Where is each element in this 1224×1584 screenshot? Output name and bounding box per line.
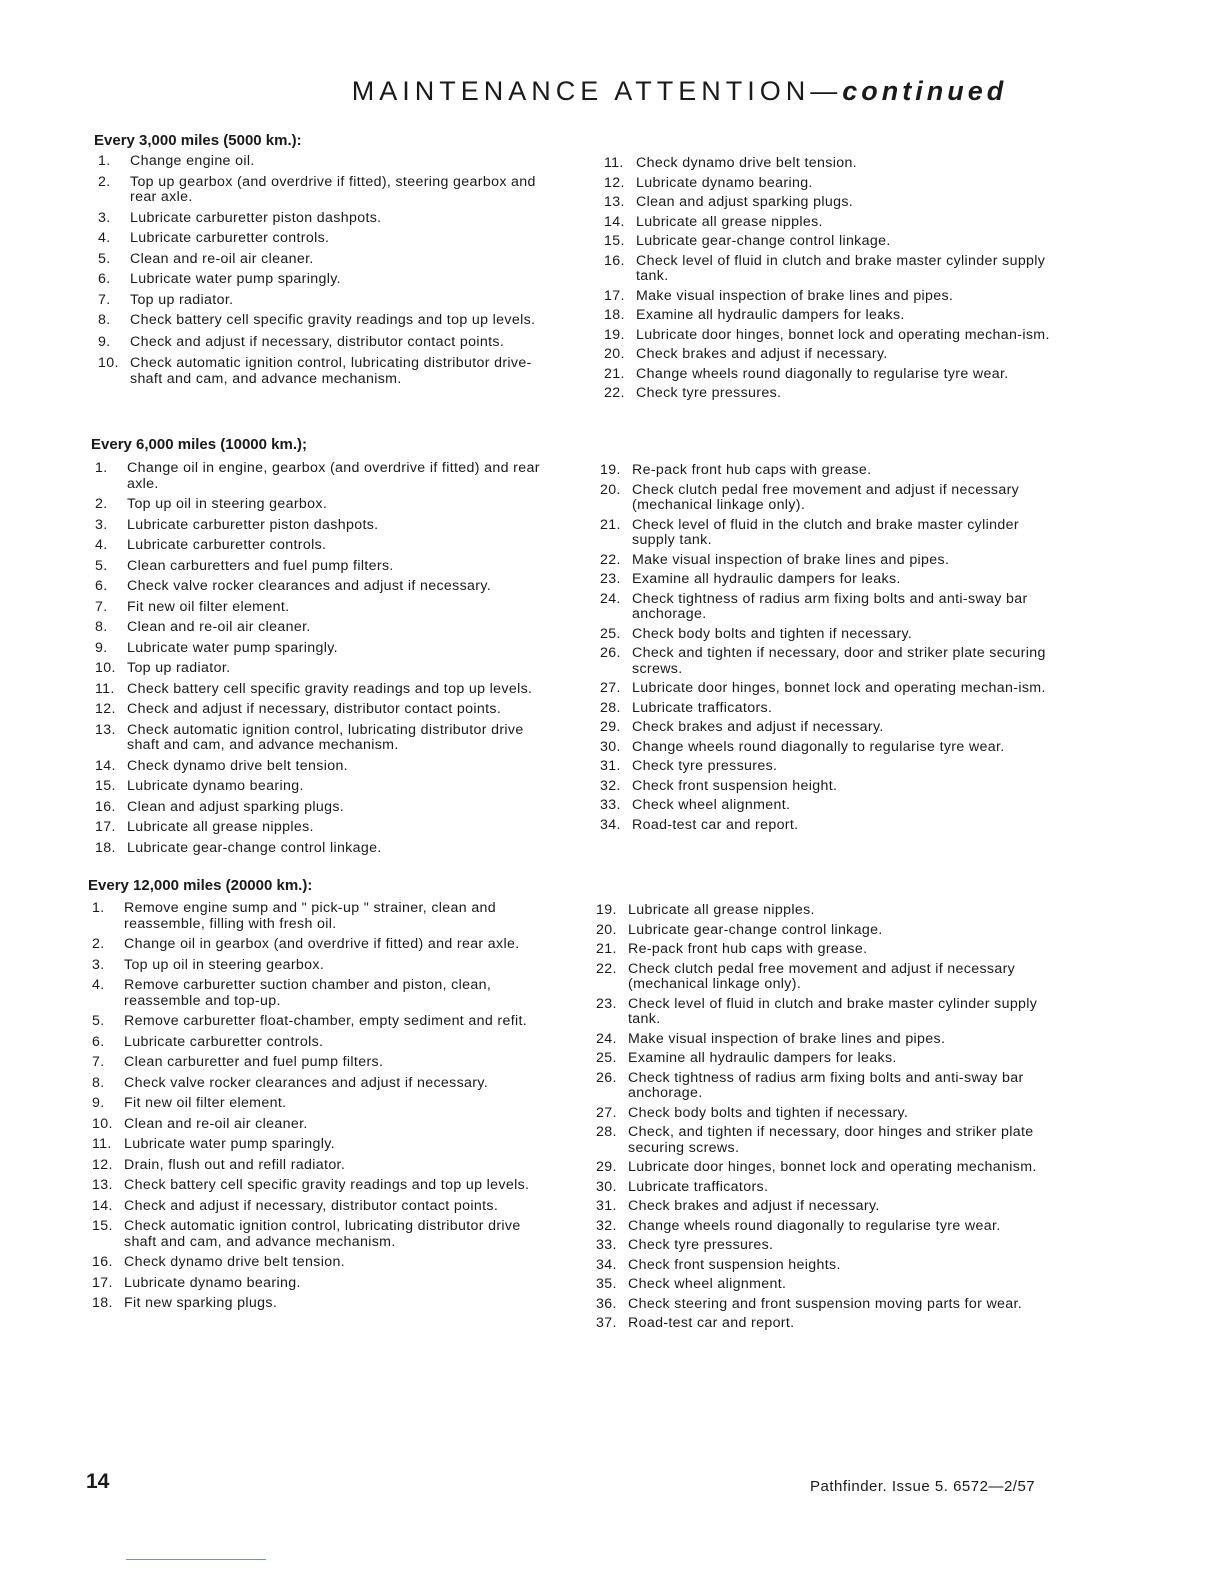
item-number: 5. [95, 557, 108, 574]
list-item [95, 800, 553, 816]
list-item [596, 1219, 1060, 1235]
list-item [95, 497, 553, 513]
item-text: Lubricate carburetter piston dashpots. [127, 516, 379, 533]
item-text: Lubricate water pump sparingly. [130, 271, 341, 287]
list-item [95, 579, 553, 595]
list-item [596, 1238, 1060, 1254]
item-number: 1. [95, 460, 108, 476]
item-number: 19. [600, 462, 621, 478]
item-number: 8. [95, 619, 108, 635]
item-number: 18. [92, 1295, 113, 1311]
list-item [596, 1199, 1060, 1215]
item-number: 27. [600, 680, 621, 696]
item-text: Remove engine sump and " pick-up " strainer, clean and reassemble, filling with fresh oil. [124, 900, 497, 932]
item-number: 4. [98, 230, 111, 246]
item-number: 17. [604, 287, 625, 304]
list-item [600, 518, 1062, 549]
item-number: 28. [600, 699, 621, 716]
item-number: 32. [600, 777, 621, 794]
item-text: Examine all hydraulic dampers for leaks. [628, 1050, 897, 1066]
item-text: Check dynamo drive belt tension. [127, 757, 348, 774]
item-number: 9. [95, 639, 108, 656]
list-item [95, 641, 553, 657]
item-number: 16. [604, 252, 625, 269]
list-item [596, 923, 1060, 939]
list-item [92, 1158, 550, 1174]
item-number: 7. [95, 598, 108, 615]
item-number: 7. [98, 291, 111, 308]
item-text: Check clutch pedal free movement and adjust if necessary (mechanical linkage only). [632, 481, 1020, 513]
list-item [604, 328, 1064, 344]
left-column [92, 901, 550, 1312]
item-number: 21. [596, 941, 617, 957]
list-item [92, 1076, 550, 1092]
list-item [92, 1035, 550, 1051]
item-number: 14. [604, 213, 625, 230]
item-number: 5. [92, 1013, 105, 1029]
item-number: 36. [596, 1295, 617, 1312]
list-item [604, 386, 1064, 402]
item-number: 2. [92, 936, 105, 952]
item-number: 8. [92, 1074, 105, 1091]
item-number: 9. [92, 1095, 105, 1111]
list-item [596, 1277, 1060, 1293]
item-number: 22. [596, 960, 617, 977]
list-item [604, 289, 1064, 305]
item-text: Check front suspension height. [632, 777, 838, 794]
item-text: Top up radiator. [127, 660, 231, 676]
item-text: Check wheel alignment. [628, 1276, 787, 1292]
item-text: Top up radiator. [130, 291, 234, 308]
list-item [604, 234, 1064, 250]
item-text: Top up oil in steering gearbox. [127, 496, 328, 512]
list-item [596, 1071, 1060, 1102]
list-item [92, 901, 550, 932]
list-item [92, 1296, 550, 1312]
item-text: Lubricate gear-change control linkage. [628, 921, 883, 938]
item-text: Check brakes and adjust if necessary. [632, 719, 884, 735]
list-item [92, 978, 550, 1009]
item-text: Examine all hydraulic dampers for leaks. [632, 571, 901, 587]
item-number: 3. [98, 209, 111, 226]
item-text: Lubricate carburetter controls. [127, 537, 327, 553]
list-item [92, 1199, 550, 1215]
item-text: Fit new oil filter element. [124, 1095, 287, 1111]
item-number: 1. [92, 900, 105, 916]
list-item [95, 518, 553, 534]
item-number: 20. [600, 481, 621, 498]
item-text: Top up gearbox (and overdrive if fitted), steering gearbox and rear axle. [130, 173, 536, 205]
item-text: Check automatic ignition control, lubricating distributor drive-shaft and cam, and advance mechanism. [130, 355, 532, 387]
footer-reference: Pathfinder. Issue 5. 6572—2/57 [810, 1478, 1036, 1495]
list-item [600, 740, 1062, 756]
list-item [604, 195, 1064, 211]
item-number: 24. [600, 590, 621, 607]
item-number: 23. [596, 995, 617, 1012]
item-text: Check tightness of radius arm fixing bolts and anti-sway bar anchorage. [628, 1069, 1024, 1101]
item-text: Lubricate door hinges, bonnet lock and operating mechan-ism. [632, 680, 1046, 696]
list-item [98, 356, 556, 387]
item-text: Check body bolts and tighten if necessary. [632, 625, 913, 642]
item-text: Change wheels round diagonally to regularise tyre wear. [636, 365, 1009, 382]
item-text: Check and adjust if necessary, distributor contact points. [127, 701, 502, 717]
list-item [600, 720, 1062, 736]
item-number: 12. [604, 174, 625, 191]
list-item [604, 215, 1064, 231]
item-number: 12. [92, 1156, 113, 1173]
item-number: 10. [92, 1115, 113, 1132]
item-text: Lubricate door hinges, bonnet lock and operating mechan-ism. [636, 326, 1050, 343]
item-number: 16. [92, 1254, 113, 1270]
item-number: 13. [95, 721, 116, 738]
item-text: Check wheel alignment. [632, 797, 791, 813]
item-number: 27. [596, 1104, 617, 1121]
list-item [98, 335, 556, 351]
item-text: Lubricate door hinges, bonnet lock and operating mechanism. [628, 1159, 1037, 1175]
item-text: Check and tighten if necessary, door and striker plate securing screws. [632, 645, 1046, 677]
list-item [596, 942, 1060, 958]
item-number: 6. [95, 578, 108, 594]
page-title-main: MAINTENANCE ATTENTION— [351, 76, 843, 106]
item-number: 6. [98, 271, 111, 287]
item-text: Check tightness of radius arm fixing bolts and anti-sway bar anchorage. [632, 590, 1028, 622]
item-number: 7. [92, 1054, 105, 1070]
item-text: Check level of fluid in clutch and brake master cylinder supply tank. [636, 252, 1046, 284]
item-number: 34. [600, 816, 621, 833]
item-text: Lubricate dynamo bearing. [636, 174, 813, 191]
list-item [604, 347, 1064, 363]
list-item [604, 176, 1064, 192]
item-text: Check and adjust if necessary, distributor contact points. [124, 1197, 499, 1214]
list-item [600, 779, 1062, 795]
item-number: 10. [98, 355, 119, 371]
list-item [95, 461, 553, 492]
list-item [596, 1258, 1060, 1274]
item-number: 32. [596, 1217, 617, 1234]
item-number: 11. [92, 1136, 112, 1152]
list-item [95, 600, 553, 616]
list-item [600, 572, 1062, 588]
item-text: Check steering and front suspension moving parts for wear. [628, 1295, 1023, 1312]
item-text: Road-test car and report. [632, 816, 799, 833]
list-item [92, 1096, 550, 1112]
item-number: 37. [596, 1315, 617, 1331]
item-number: 30. [600, 738, 621, 755]
item-text: Change engine oil. [130, 153, 255, 169]
list-item [95, 559, 553, 575]
list-item [596, 903, 1060, 919]
list-item [600, 759, 1062, 775]
item-number: 15. [604, 233, 625, 249]
item-text: Lubricate water pump sparingly. [127, 639, 338, 656]
item-number: 17. [92, 1274, 113, 1291]
item-text: Check battery cell specific gravity readings and top up levels. [127, 680, 533, 697]
item-number: 21. [600, 516, 621, 533]
item-text: Lubricate trafficators. [628, 1178, 769, 1195]
list-item [95, 723, 553, 754]
item-number: 12. [95, 701, 116, 717]
list-item [600, 818, 1062, 834]
list-item [600, 681, 1062, 697]
item-number: 15. [92, 1218, 113, 1234]
item-text: Check battery cell specific gravity readings and top up levels. [130, 312, 536, 328]
list-item [95, 682, 553, 698]
right-column [596, 903, 1060, 1332]
item-text: Lubricate all grease nipples. [628, 902, 815, 918]
item-number: 10. [95, 660, 116, 676]
item-number: 16. [95, 798, 116, 815]
bottom-rule [126, 1559, 266, 1560]
item-number: 33. [596, 1237, 617, 1253]
item-text: Change wheels round diagonally to regularise tyre wear. [632, 738, 1005, 755]
item-text: Check automatic ignition control, lubricating distributor drive shaft and cam, and advance mechanism. [127, 721, 524, 753]
list-item [95, 538, 553, 554]
item-text: Check clutch pedal free movement and adjust if necessary (mechanical linkage only). [628, 960, 1016, 992]
item-number: 19. [596, 902, 617, 918]
list-item [92, 1276, 550, 1292]
list-item [92, 1055, 550, 1071]
item-text: Road-test car and report. [628, 1315, 795, 1331]
item-text: Check, and tighten if necessary, door hinges and striker plate securing screws. [628, 1124, 1034, 1156]
list-item [98, 231, 556, 247]
list-item [596, 1160, 1060, 1176]
list-item [98, 293, 556, 309]
item-text: Change oil in gearbox (and overdrive if fitted) and rear axle. [124, 936, 520, 952]
item-number: 19. [604, 326, 625, 343]
right-column [604, 156, 1064, 402]
item-text: Check tyre pressures. [636, 385, 782, 401]
item-number: 14. [95, 757, 116, 774]
item-number: 30. [596, 1178, 617, 1195]
section-heading: Every 12,000 miles (20000 km.): [88, 877, 313, 894]
item-number: 29. [600, 719, 621, 735]
item-text: Lubricate gear-change control linkage. [127, 839, 382, 856]
item-number: 17. [95, 819, 116, 835]
item-text: Make visual inspection of brake lines and pipes. [628, 1030, 946, 1047]
item-text: Lubricate carburetter controls. [130, 230, 330, 246]
list-item [600, 646, 1062, 677]
item-text: Check tyre pressures. [632, 758, 778, 774]
list-item [600, 701, 1062, 717]
list-item [596, 1051, 1060, 1067]
item-text: Lubricate gear-change control linkage. [636, 233, 891, 249]
item-text: Make visual inspection of brake lines and pipes. [632, 551, 950, 568]
item-text: Clean and adjust sparking plugs. [636, 194, 854, 210]
list-item [600, 627, 1062, 643]
item-text: Check valve rocker clearances and adjust if necessary. [124, 1074, 489, 1091]
list-item [98, 313, 556, 329]
item-number: 31. [600, 758, 621, 774]
list-item [95, 820, 553, 836]
list-item [600, 553, 1062, 569]
list-item [596, 1106, 1060, 1122]
item-number: 5. [98, 250, 111, 267]
item-text: Lubricate water pump sparingly. [124, 1136, 335, 1152]
item-number: 4. [95, 537, 108, 553]
item-text: Check level of fluid in clutch and brake master cylinder supply tank. [628, 995, 1038, 1027]
list-item [596, 1316, 1060, 1332]
item-number: 18. [604, 307, 625, 323]
item-text: Lubricate all grease nipples. [636, 213, 823, 230]
item-number: 25. [600, 625, 621, 642]
item-number: 34. [596, 1256, 617, 1273]
item-text: Check dynamo drive belt tension. [124, 1254, 345, 1270]
item-text: Lubricate carburetter controls. [124, 1033, 324, 1050]
item-text: Check valve rocker clearances and adjust if necessary. [127, 578, 492, 594]
item-text: Change wheels round diagonally to regularise tyre wear. [628, 1217, 1001, 1234]
list-item [604, 156, 1064, 172]
item-text: Clean and re-oil air cleaner. [124, 1115, 308, 1132]
item-text: Lubricate all grease nipples. [127, 819, 314, 835]
item-number: 2. [95, 496, 108, 512]
item-text: Clean carburetter and fuel pump filters. [124, 1054, 384, 1070]
item-text: Re-pack front hub caps with grease. [632, 462, 872, 478]
item-number: 31. [596, 1198, 617, 1214]
item-text: Check automatic ignition control, lubricating distributor drive shaft and cam, and advance mechanism. [124, 1218, 521, 1250]
list-item [92, 1014, 550, 1030]
list-item [604, 254, 1064, 285]
item-text: Examine all hydraulic dampers for leaks. [636, 307, 905, 323]
list-item [92, 1255, 550, 1271]
item-text: Lubricate trafficators. [632, 699, 773, 716]
list-item [604, 308, 1064, 324]
list-item [95, 702, 553, 718]
item-number: 23. [600, 571, 621, 587]
item-text: Fit new oil filter element. [127, 598, 290, 615]
list-item [95, 620, 553, 636]
page-title [0, 76, 1224, 107]
item-text: Fit new sparking plugs. [124, 1295, 278, 1311]
list-item [98, 211, 556, 227]
item-number: 21. [604, 365, 625, 382]
item-text: Check body bolts and tighten if necessary. [628, 1104, 909, 1121]
item-number: 14. [92, 1197, 113, 1214]
page-number: 14 [86, 1470, 110, 1493]
item-text: Check brakes and adjust if necessary. [628, 1198, 880, 1214]
item-text: Top up oil in steering gearbox. [124, 956, 325, 973]
item-number: 2. [98, 173, 111, 190]
item-number: 35. [596, 1276, 617, 1292]
list-item [92, 937, 550, 953]
item-text: Remove carburetter suction chamber and piston, clean, reassemble and top-up. [124, 977, 492, 1009]
item-text: Clean and re-oil air cleaner. [127, 619, 311, 635]
list-item [92, 1117, 550, 1133]
list-item [92, 1178, 550, 1194]
list-item [95, 779, 553, 795]
item-number: 20. [596, 921, 617, 938]
item-number: 6. [92, 1033, 105, 1050]
item-text: Check and adjust if necessary, distributor contact points. [130, 333, 505, 350]
list-item [600, 483, 1062, 514]
page-title-continued: continued [842, 76, 1008, 106]
item-number: 15. [95, 778, 116, 794]
item-text: Remove carburetter float-chamber, empty sediment and refit. [124, 1013, 528, 1029]
item-number: 8. [98, 312, 111, 328]
list-item [98, 272, 556, 288]
item-text: Check tyre pressures. [628, 1237, 774, 1253]
item-text: Check front suspension heights. [628, 1256, 841, 1273]
list-item [596, 1125, 1060, 1156]
list-item [596, 962, 1060, 993]
item-number: 3. [92, 956, 105, 973]
right-column [600, 463, 1062, 833]
list-item [92, 958, 550, 974]
item-text: Clean carburetters and fuel pump filters. [127, 557, 394, 574]
item-text: Clean and adjust sparking plugs. [127, 798, 345, 815]
list-item [98, 252, 556, 268]
item-text: Re-pack front hub caps with grease. [628, 941, 868, 957]
section-heading: Every 3,000 miles (5000 km.): [94, 132, 302, 149]
left-column [98, 154, 556, 387]
list-item [596, 1032, 1060, 1048]
item-text: Check level of fluid in the clutch and brake master cylinder supply tank. [632, 516, 1019, 548]
item-text: Change oil in engine, gearbox (and overdrive if fitted) and rear axle. [127, 460, 540, 492]
item-text: Lubricate dynamo bearing. [124, 1274, 301, 1291]
item-number: 22. [604, 385, 625, 401]
item-number: 24. [596, 1030, 617, 1047]
list-item [98, 154, 556, 170]
item-number: 22. [600, 551, 621, 568]
list-item [600, 798, 1062, 814]
item-text: Lubricate carburetter piston dashpots. [130, 209, 382, 226]
list-item [95, 759, 553, 775]
list-item [600, 463, 1062, 479]
item-text: Check battery cell specific gravity readings and top up levels. [124, 1177, 530, 1193]
list-item [95, 661, 553, 677]
list-item [604, 367, 1064, 383]
item-number: 13. [92, 1177, 113, 1193]
item-number: 4. [92, 977, 105, 993]
list-item [600, 592, 1062, 623]
item-number: 26. [600, 645, 621, 661]
list-item [92, 1137, 550, 1153]
section-heading: Every 6,000 miles (10000 km.); [91, 436, 307, 453]
item-text: Clean and re-oil air cleaner. [130, 250, 314, 267]
item-number: 28. [596, 1124, 617, 1140]
item-number: 20. [604, 346, 625, 362]
item-number: 11. [95, 680, 115, 697]
left-column [95, 461, 553, 856]
list-item [98, 175, 556, 206]
list-item [596, 997, 1060, 1028]
item-number: 33. [600, 797, 621, 813]
list-item [596, 1180, 1060, 1196]
item-number: 18. [95, 839, 116, 856]
list-item [596, 1297, 1060, 1313]
item-text: Lubricate dynamo bearing. [127, 778, 304, 794]
item-number: 3. [95, 516, 108, 533]
item-number: 13. [604, 194, 625, 210]
item-number: 26. [596, 1069, 617, 1086]
item-text: Check dynamo drive belt tension. [636, 155, 857, 171]
list-item [95, 841, 553, 857]
item-number: 25. [596, 1050, 617, 1066]
item-number: 9. [98, 333, 111, 350]
item-number: 11. [604, 155, 624, 171]
list-item [92, 1219, 550, 1250]
item-number: 1. [98, 153, 111, 169]
item-text: Check brakes and adjust if necessary. [636, 346, 888, 362]
item-number: 29. [596, 1159, 617, 1175]
item-text: Make visual inspection of brake lines and pipes. [636, 287, 954, 304]
item-text: Drain, flush out and refill radiator. [124, 1156, 346, 1173]
